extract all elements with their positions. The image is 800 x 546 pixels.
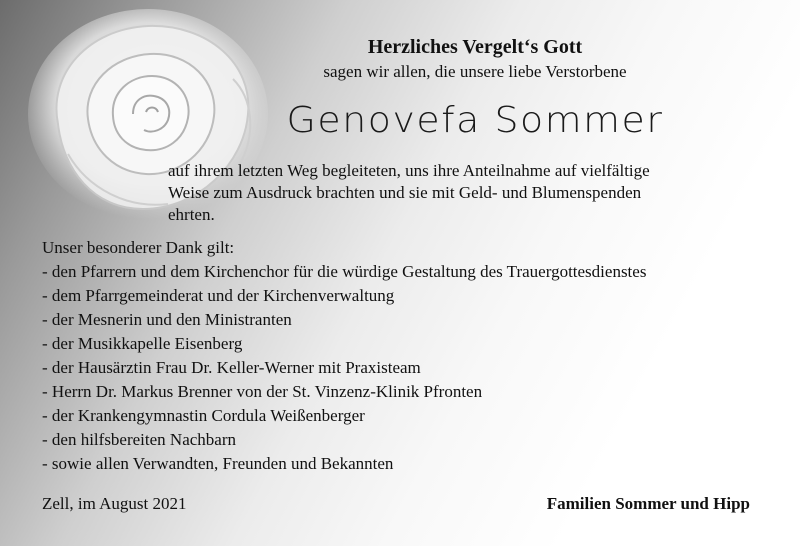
thanks-item: - der Hausärztin Frau Dr. Keller-Werner mit Praxisteam — [42, 358, 421, 377]
intro-line: auf ihrem letzten Weg begleiteten, uns ihre Anteilnahme auf vielfältige — [168, 161, 650, 180]
signature: Familien Sommer und Hipp — [546, 494, 750, 513]
intro-line: Weise zum Ausdruck brachten und sie mit Geld- und Blumenspenden — [168, 183, 642, 202]
thanks-section — [42, 236, 646, 476]
thanks-item: - Herrn Dr. Markus Brenner von der St. Vinzenz-Klinik Pfronten — [42, 382, 483, 401]
thanks-heading: Unser besonderer Dank gilt: — [42, 238, 235, 257]
thanks-item: - den Pfarrern und dem Kirchenchor für die würdige Gestaltung des Trauergottesdienstes — [42, 262, 647, 281]
thanks-item: - der Musikkapelle Eisenberg — [42, 334, 243, 353]
intro-text — [168, 160, 778, 226]
intro-line: ehrten. — [168, 205, 215, 224]
thanks-subtitle: sagen wir allen, die unsere liebe Verstorbene — [323, 62, 627, 81]
thanks-title: Herzliches Vergelt‘s Gott — [367, 36, 583, 58]
thanks-item: - dem Pfarrgemeinderat und der Kirchenverwaltung — [42, 286, 395, 305]
thanks-item: - den hilfsbereiten Nachbarn — [42, 430, 236, 449]
thanks-list — [42, 260, 646, 476]
place-date: Zell, im August 2021 — [42, 494, 187, 513]
thanks-item: - sowie allen Verwandten, Freunden und Bekannten — [42, 454, 394, 473]
deceased-name: Genovefa Sommer — [286, 100, 664, 141]
thanks-item: - der Mesnerin und den Ministranten — [42, 310, 292, 329]
thanks-item: - der Krankengymnastin Cordula Weißenberger — [42, 406, 365, 425]
